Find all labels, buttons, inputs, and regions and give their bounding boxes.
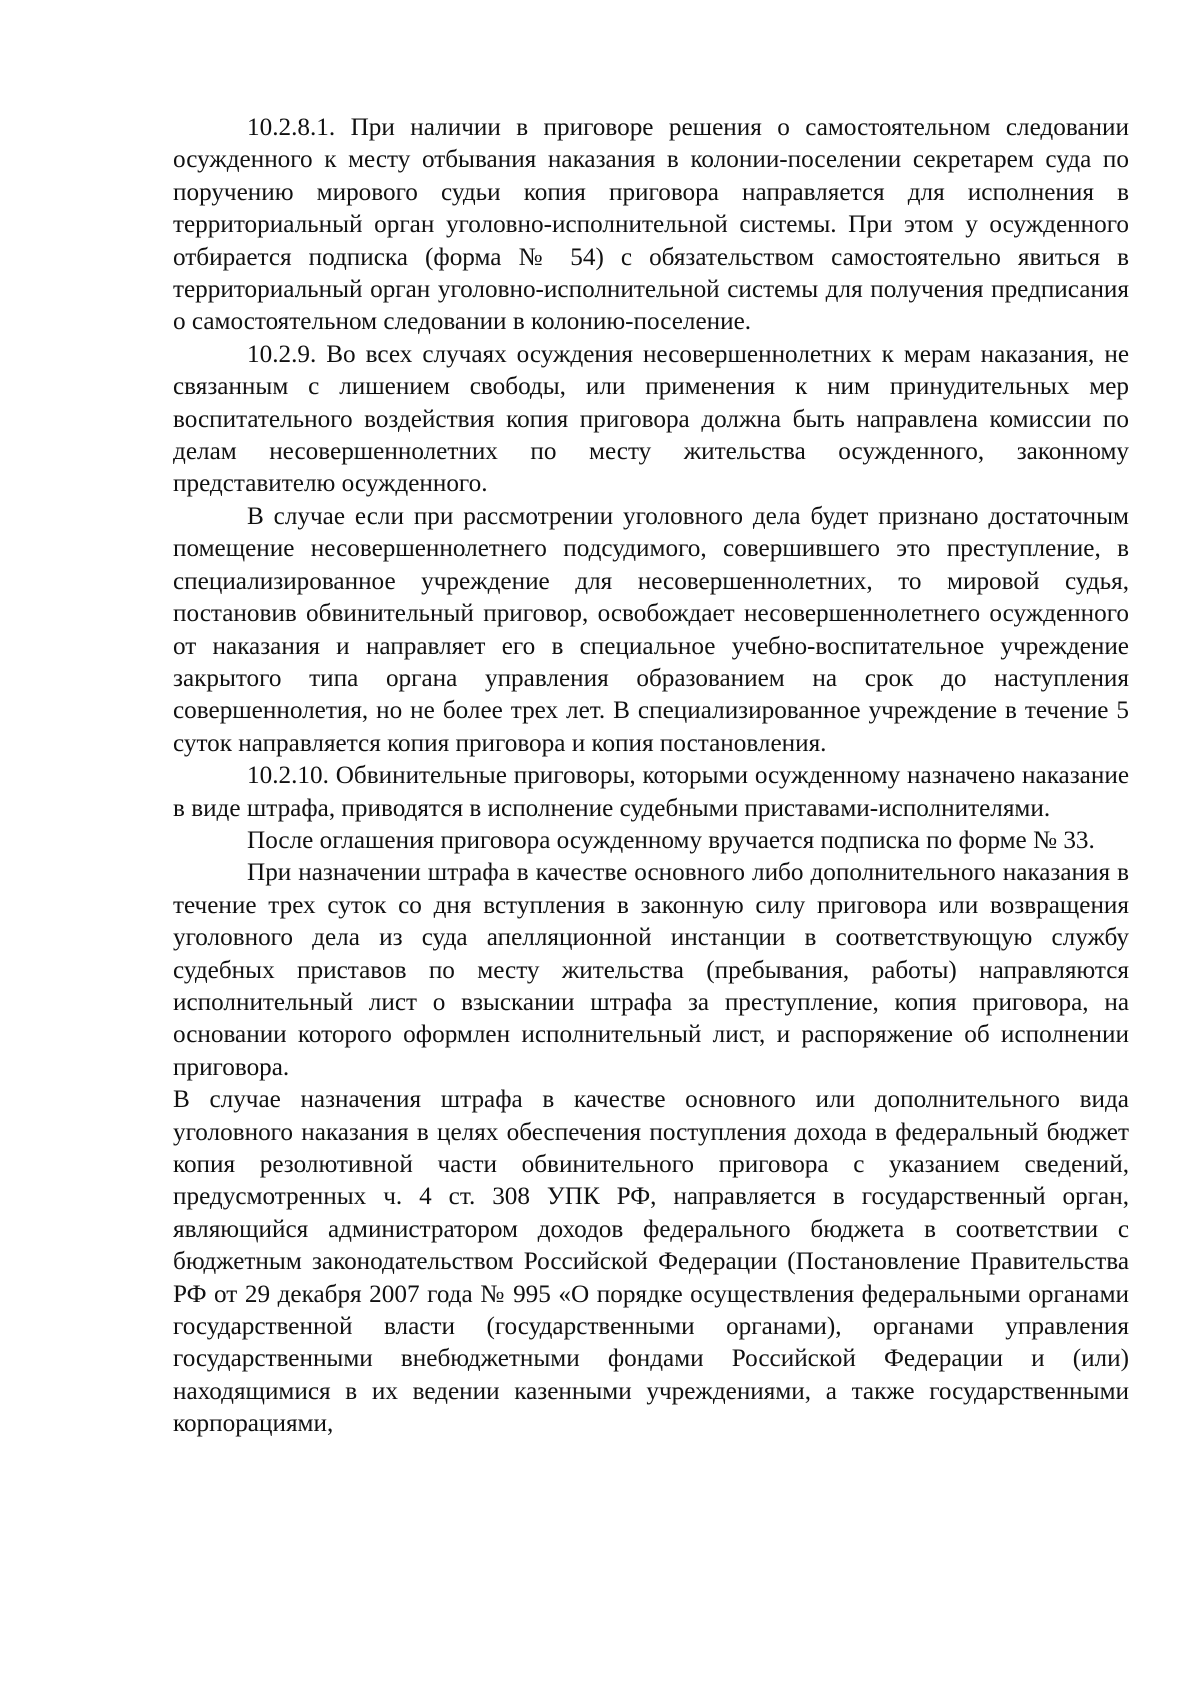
paragraph-subscription-form-33: После оглашения приговора осужденному вручается подписка по форме № 33. xyxy=(247,826,1095,854)
paragraph-fine-enforcement: При назначении штрафа в качестве основного либо дополнительного наказания в течение трех суток со дня вступления в законную силу приговора или возвращения уголовного дела из суда апелляционной инстанции в соответствующую службу судебных приставов по месту жительства (пребывания, работы) направляются исполнительный лист о взыскании штрафа за преступление, копия приговора, на основании которого оформлен исполнительный лист, и распоряжение об исполнении приговора. xyxy=(173,859,1129,1081)
paragraph-10-2-9: 10.2.9. Во всех случаях осуждения несовершеннолетних к мерам наказания, не связанным с лишением свободы, или применения к ним принудительных мер воспитательного воздействия копия приговора должна быть направлена комиссии по делам несовершеннолетних по месту жительства осужденного, законному представителю осужденного. xyxy=(173,340,1129,498)
paragraph-specialized-institution: В случае если при рассмотрении уголовного дела будет признано достаточным помещение несовершеннолетнего подсудимого, совершившего это преступление, в специализированное учреждение для несовершеннолетних, то мировой судья, постановив обвинительный приговор, освобождает несовершеннолетнего осужденного от наказания и направляет его в специальное учебно-воспитательное учреждение закрытого типа органа управления образованием на срок до наступления совершеннолетия, но не более трех лет. В специализированное учреждение в течение 5 суток направляется копия приговора и копия постановления. xyxy=(173,502,1129,757)
document-page xyxy=(173,112,1129,1441)
paragraph-federal-budget-income: В случае назначения штрафа в качестве основного или дополнительного вида уголовного наказания в целях обеспечения поступления дохода в федеральный бюджет копия резолютивной части обвинительного приговора с указанием сведений, предусмотренных ч. 4 ст. 308 УПК РФ, направляется в государственный орган, являющийся администратором доходов федерального бюджета в соответствии с бюджетным законодательством Российской Федерации (Постановление Правительства РФ от 29 декабря 2007 года № 995 «О порядке осуществления федеральными органами государственной власти (государственными органами), органами управления государственными внебюджетными фондами Российской Федерации и (или) находящимися в их ведении казенными учреждениями, а также государственными корпорациями, xyxy=(173,1086,1129,1438)
paragraph-10-2-8-1: 10.2.8.1. При наличии в приговоре решения о самостоятельном следовании осужденного к месту отбывания наказания в колонии-поселении секретарем суда по поручению мирового судьи копия приговора направляется для исполнения в территориальный орган уголовно-исполнительной системы. При этом у осужденного отбирается подписка (форма № 54) с обязательством самостоятельно явиться в территориальный орган уголовно-исполнительной системы для получения предписания о самостоятельном следовании в колонию-поселение. xyxy=(173,114,1129,336)
paragraph-10-2-10: 10.2.10. Обвинительные приговоры, которыми осужденному назначено наказание в виде штрафа, приводятся в исполнение судебными приставами-исполнителями. xyxy=(173,762,1129,822)
